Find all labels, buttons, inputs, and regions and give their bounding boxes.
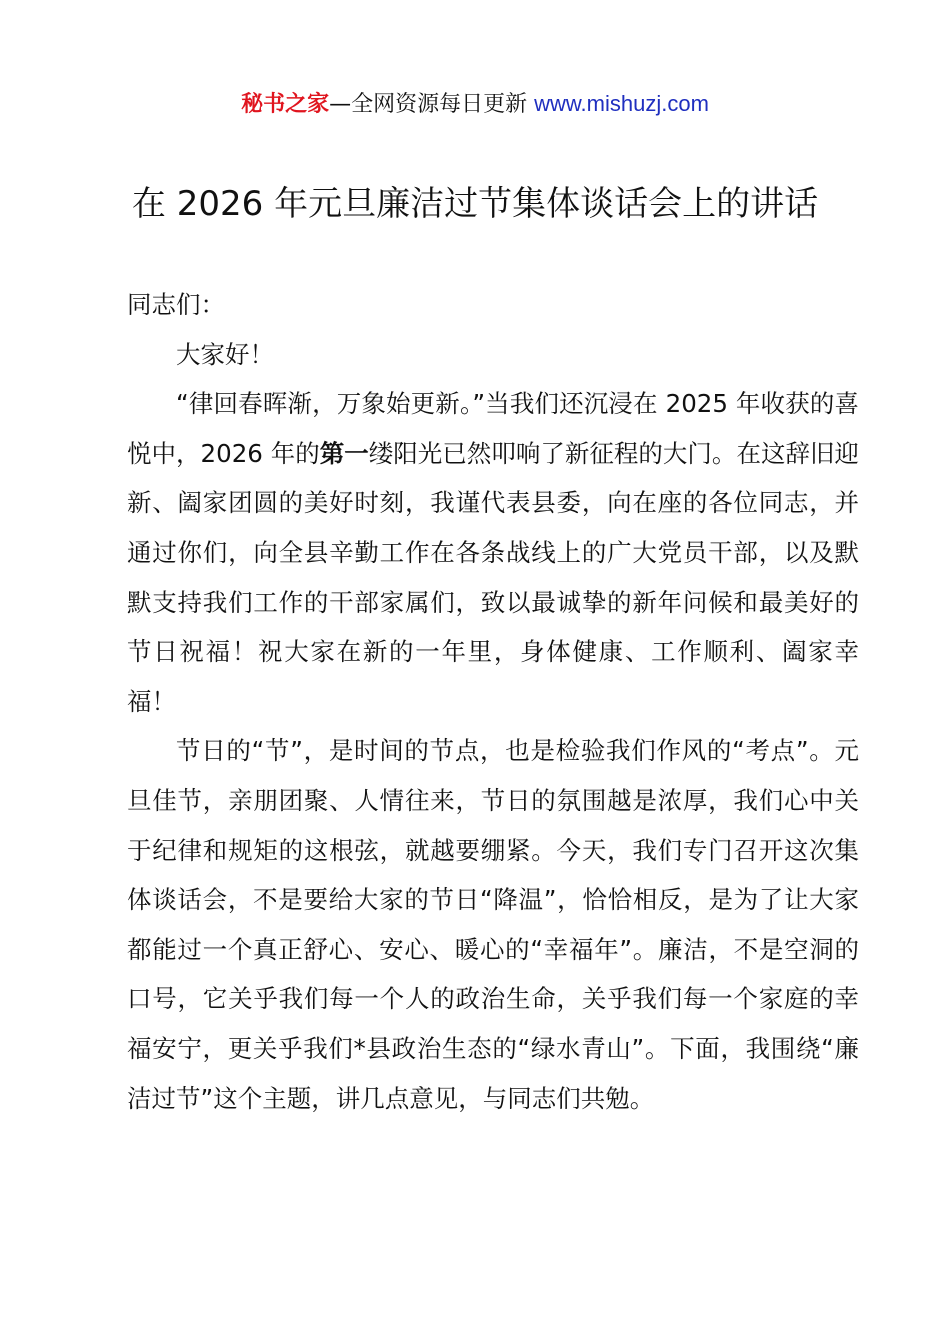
paragraph-1 [127,379,859,726]
document-body [127,280,859,1123]
paragraph-1-bold: 第一 [319,438,369,468]
header-slogan: —全网资源每日更新 [329,92,535,117]
paragraph-1-part-b: 缕阳光已然叩响了新征程的大门。在这辞旧迎新、阖家团圆的美好时刻，我谨代表县委，向在座的各位同志，并通过你们，向全县辛勤工作在各条战线上的广大党员干部，以及默默支持我们工作的干部家属们，致以最诚挚的新年问候和最美好的节日祝福！祝大家在新的一年里，身体健康、工作顺利、阖家幸福！ [127,438,860,716]
paragraph-2: 节日的“节”，是时间的节点，也是检验我们作风的“考点”。元旦佳节，亲朋团聚、人情往来，节日的氛围越是浓厚，我们心中关于纪律和规矩的这根弦，就越要绷紧。今天，我们专门召开这次集体谈话会，不是要给大家的节日“降温”，恰恰相反，是为了让大家都能过一个真正舒心、安心、暖心的“幸福年”。廉洁，不是空洞的口号，它关乎我们每一个人的政治生命，关乎我们每一个家庭的幸福安宁，更关乎我们*县政治生态的“绿水青山”。下面，我围绕“廉洁过节”这个主题，讲几点意见，与同志们共勉。 [127,736,859,1113]
header-url: www.mishuzj.com [534,91,709,116]
salutation: 同志们： [127,290,225,319]
brand-name: 秘书之家 [241,92,330,117]
document-title: 在 2026 年元旦廉洁过节集体谈话会上的讲话 [131,184,819,224]
header-banner [0,88,950,121]
greeting-paragraph: 大家好！ [176,339,274,369]
paragraph-1-part-a: “律回春晖渐，万象始更新。”当我们还沉浸在 2025 年收获的喜悦中，2026 年的 [127,389,859,468]
